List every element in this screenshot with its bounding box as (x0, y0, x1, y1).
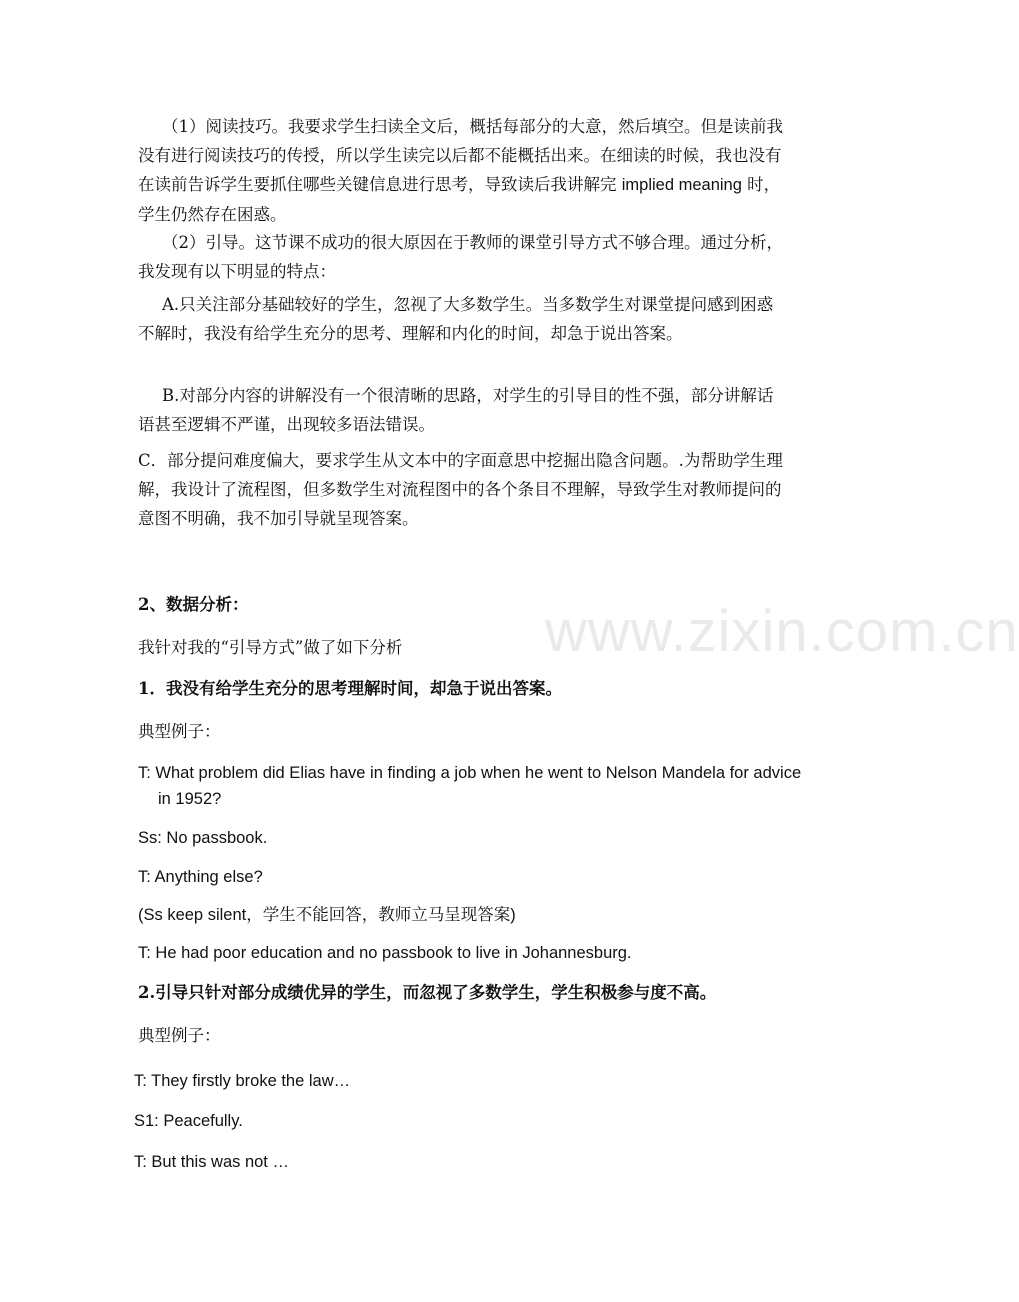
example-label: 典型例子： (138, 1026, 221, 1045)
analysis-point-1: 1．我没有给学生充分的思考理解时间，却急于说出答案。 (138, 679, 562, 698)
paragraph-point-b: B.对部分内容的讲解没有一个很清晰的思路，对学生的引导目的性不强，部分讲解话语甚至逻辑不严谨，出现较多语法错误。 (138, 386, 774, 434)
dialog-line: T: But this was not … (134, 1153, 289, 1171)
reading-skills-text-pre: （1）阅读技巧。我要求学生扫读全文后，概括每部分的大意，然后填空。但是读前我没有进行阅读技巧的传授，所以学生读完以后都不能概括出来。在细读的时候，我也没有在读前告诉学生要抓住哪些关键信息进行思考，导致读后我讲解完 (138, 117, 783, 194)
dialog-line: T: They firstly broke the law… (134, 1072, 351, 1090)
dialog-line: Ss: No passbook. (138, 829, 268, 847)
paragraph-guidance: （2）引导。这节课不成功的很大原因在于教师的课堂引导方式不够合理。通过分析，我发现有以下明显的特点： (138, 233, 783, 281)
watermark: www.zixin.com.cn (545, 599, 1019, 664)
paragraph-point-c: C．部分提问难度偏大，要求学生从文本中的字面意思中挖掘出隐含问题。.为帮助学生理解，我设计了流程图，但多数学生对流程图中的各个条目不理解，导致学生对教师提问的意图不明确，我不加引导就呈现答案。 (138, 451, 783, 528)
dialog-line: S1: Peacefully. (134, 1112, 243, 1130)
dialog-line: T: He had poor education and no passbook to live in Johannesburg. (138, 944, 632, 962)
dialog-line: (Ss keep silent，学生不能回答，教师立马呈现答案) (138, 906, 516, 924)
section-title-data-analysis: 2、数据分析： (138, 595, 249, 614)
reading-skills-text-post: 时，学生仍然存在困惑。 (138, 175, 781, 224)
dialog-line: T: What problem did Elias have in finding a job when he went to Nelson Mandela for advice in 1952? (138, 764, 802, 808)
analysis-point-2: 2.引导只针对部分成绩优异的学生，而忽视了多数学生，学生积极参与度不高。 (138, 983, 717, 1002)
example-label: 典型例子： (138, 722, 221, 741)
dialog-line: T: Anything else? (138, 868, 263, 886)
paragraph-point-a: A.只关注部分基础较好的学生，忽视了大多数学生。当多数学生对课堂提问感到困惑不解时，我没有给学生充分的思考、理解和内化的时间，却急于说出答案。 (138, 295, 774, 343)
analysis-intro: 我针对我的“引导方式”做了如下分析 (138, 638, 403, 657)
paragraph-reading-skills (138, 112, 784, 229)
reading-skills-english-term: implied meaning (621, 176, 742, 194)
